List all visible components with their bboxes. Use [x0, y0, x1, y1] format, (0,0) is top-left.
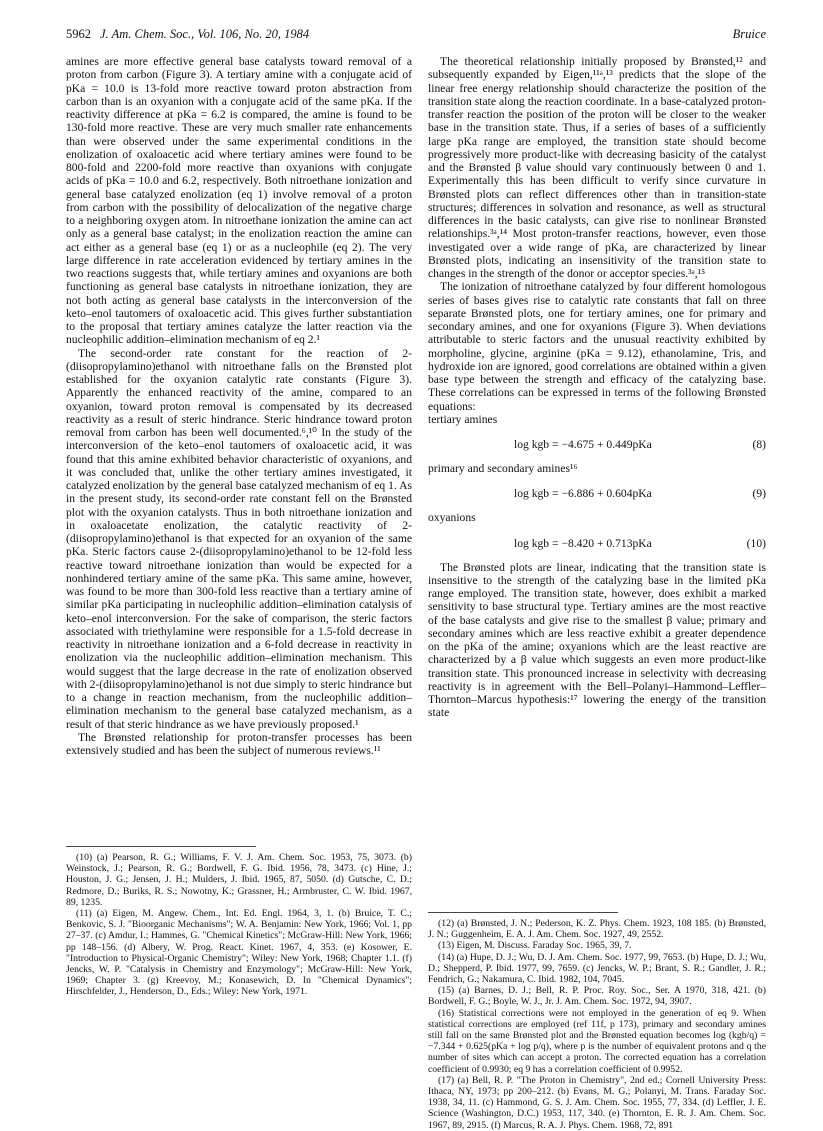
footnote: (11) (a) Eigen, M. Angew. Chem., Int. Ed. Engl. 1964, 3, 1. (b) Bruice, T. C.; Benkovic, S. J. "Bioorganic Mechanisms"; W. A. Benjamin: New York, 1966; Vol. 1, pp 27–37. (c) Amdur, I.; Hammes, G. "Chemical Kinetics"; McGraw-Hill: New York, 1966; pp 148–156. (d) Albery, W. Prog. React. Kinet. 1967, 4, 353. (e) Kosower, E. "Introduction to Physical-Organic Chemistry"; Wiley: New York, 1968; Chapter 1.1. (f) Jencks, W. P. "Catalysis in Chemistry and Enzymology"; McGraw-Hill: New York, 1969; Chapter 3. (g) Kreevoy, M.; Konasewich, D. In "Chemical Dynamics"; Hirschfelder, J., Henderson, D., Eds.; Wiley: New York, 1971.	[66, 908, 412, 998]
body-paragraph: amines are more effective general base catalysts toward removal of a proton from carbon (Figure 3). A tertiary amine with a conjugate acid of pKa = 10.0 is 13-fold more reactive toward proton abstraction from carbon than is an oxyanion with a conjugate acid of the same pKa. If the reactivity difference at pKa = 6.2 is compared, the amine is found to be 130-fold more reactive. These are very much smaller rate enhancements than were observed under the same experimental conditions in the enolization of oxaloacetic acid where tertiary amines were found to be 800-fold and 2200-fold more reactive than oxyanions with conjugate acids of pKa = 10.0 and 6.2, respectively. Both nitroethane ionization and general base catalyzed enolization (eq 1) involve removal of a proton from carbon with the possibility of delocalization of the negative charge to a neighboring oxygen atom. In nitroethane ionization the amine can act only as a general base catalyst; in the enolization reaction the amine can act either as a general base (eq 1) or as a nucleophile (eq 2). The very large difference in rate acceleration evidenced by tertiary amines in the two reactions suggests that, while tertiary amines and oxyanions are both functioning as general base catalysts in nitroethane ionization, they are not both acting as general base catalysts in the interconversion of the keto–enol tautomers of oxaloacetic acid. This gives further substantiation to the proposal that tertiary amines catalyze the latter reaction via the nucleophilic addition–elimination mechanism of eq 2.¹	[66, 55, 412, 347]
footnote: (16) Statistical corrections were not employed in the generation of eq 9. When statistical corrections are employed (ref 11f, p 173), primary and secondary amines still fall on the same Brønsted plot and the Brønsted equation becomes log (kgb/q) = −7.344 + 0.625(pKa + log p/q), where p is the number of equivalent protons and q the number of sites which can accept a proton. The corrected equation has a correlation coefficient of 0.9930; eq 9 has a correlation coefficient of 0.9952.	[428, 1007, 766, 1075]
equation-expression: log kgb = −6.886 + 0.604pKa	[514, 487, 652, 501]
equation-expression: log kgb = −8.420 + 0.713pKa	[514, 536, 652, 550]
equation-number: (9)	[752, 487, 766, 501]
footnote: (10) (a) Pearson, R. G.; Williams, F. V. J. Am. Chem. Soc. 1953, 75, 3073. (b) Weinstock, J.; Pearson, R. G.; Bordwell, F. G. Ibid. 1956, 78, 3473. (c) Hine, J.; Houston, J. G.; Jensen, J. H.; Mulders, J. Ibid. 1965, 87, 5050. (d) Gutsche, C. D.; Redmore, D.; Buriks, R. S.; Nowotny, K.; Grassner, H.; Armbruster, C. W. Ibid. 1967, 89, 1235.	[66, 852, 412, 908]
footnote: (15) (a) Barnes, D. J.; Bell, R. P. Proc. Roy. Soc., Ser. A 1970, 318, 421. (b) Bordwell, F. G.; Boyle, W. J., Jr. J. Am. Chem. Soc. 1972, 94, 3907.	[428, 985, 766, 1008]
equation-label: tertiary amines	[428, 412, 498, 426]
body-paragraph: The theoretical relationship initially proposed by Brønsted,¹² and subsequently expanded by Eigen,¹¹ᵃ,¹³ predicts that the slope of the linear free energy relationship should characterize the position of the transition state along the reaction coordinate. In a base-catalyzed proton-transfer reaction the position of the proton will be closer to the weaker base in the transition state. Thus, if a series of bases of a sufficiently large pKa range are employed, the transition state should become progressively more product-like with decreasing basicity of the catalyst and the Brønsted β value should vary continuously between 0 and 1. Experimentally this has been difficult to verify since curvature in Brønsted plots can reflect differences other than in transition-state structures; differences in solvation and resonance, as well as structural differences in the basic catalysts, can give rise to nonlinear Brønsted relationships.³ᵃ,¹⁴ Most proton-transfer reactions, however, even those investigated over a wide range of pKa, are characterized by linear Brønsted plots, indicating an insensitivity of the transition state to changes in the strength of the donor or acceptor species.³ᵃ,¹⁵	[428, 55, 766, 280]
equation	[428, 533, 766, 555]
footnote-divider	[66, 846, 256, 847]
running-author: Bruice	[732, 27, 766, 41]
footnote: (12) (a) Brønsted, J. N.; Pederson, K. Z. Phys. Chem. 1923, 108 185. (b) Brønsted, J. N.; Guggenheim, E. A. J. Am. Chem. Soc. 1927, 49, 2552.	[428, 918, 766, 941]
equation-number: (10)	[746, 536, 766, 550]
right-column	[428, 55, 766, 720]
equation-number: (8)	[752, 438, 766, 451]
equation-label: oxyanions	[428, 511, 476, 525]
left-footnotes	[66, 852, 412, 998]
body-paragraph: The Brønsted relationship for proton-transfer processes has been extensively studied and has been the subject of numerous reviews.¹¹	[66, 730, 412, 757]
journal-citation: J. Am. Chem. Soc., Vol. 106, No. 20, 1984	[100, 27, 310, 41]
equation-expression: log kgb = −4.675 + 0.449pKa	[514, 438, 652, 451]
footnote: (17) (a) Bell, R. P. "The Proton in Chemistry", 2nd ed.; Cornell University Press: Ithaca, NY, 1973; pp 200–212. (b) Evans, M. G.; Polanyi, M. Trans. Faraday Soc. 1938, 34, 11. (c) Hammond, G. S. J. Am. Chem. Soc. 1955, 77, 334. (d) Leffler, J. E. Science (Washington, D.C.) 1953, 117, 340. (e) Thornton, E. R. J. Am. Chem. Soc. 1967, 89, 2915. (f) Marcus, R. A. J. Phys. Chem. 1968, 72, 891	[428, 1074, 766, 1131]
footnote-divider	[428, 912, 618, 913]
footnote: (13) Eigen, M. Discuss. Faraday Soc. 1965, 39, 7.	[438, 940, 632, 952]
equation	[428, 483, 766, 505]
left-column	[66, 55, 412, 757]
body-paragraph: The ionization of nitroethane catalyzed by four different homologous series of bases gives rise to catalytic rate constants that fall on three separate Brønsted plots, one for tertiary amines, one for primary and secondary amines, and one for oxyanions (Figure 3). When deviations attributable to steric factors and the unusual reactivity exhibited by morpholine, glycine, arginine (pKa = 9.12), ethanolamine, Tris, and hydroxide ion are ignored, good correlations are obtained within a given base type between the strength and efficacy of the catalyzing base. These correlations can be expressed in terms of the following Brønsted equations:	[428, 280, 766, 413]
equation-label: primary and secondary amines¹⁶	[428, 462, 578, 475]
footnote: (14) (a) Hupe, D. J.; Wu, D. J. Am. Chem. Soc. 1977, 99, 7653. (b) Hupe, D. J.; Wu, D.; Shepperd, P. Ibid. 1977, 99, 7659. (c) Jencks, W. P.; Brant, S. R.; Gandler, J. R.; Fendrich, G.; Nakamura, C. Ibid. 1982, 104, 7045.	[428, 951, 766, 986]
body-paragraph: The second-order rate constant for the reaction of 2-(diisopropylamino)ethanol with nitroethane falls on the Brønsted plot established for the oxyanion catalytic rate constants (Figure 3). Apparently the enhanced reactivity of the amine, compared to an oxyanion, toward proton removal is compensated by its decreased reactivity as a result of steric hindrance. Steric hindrance toward proton removal from carbon has been well documented.⁶,¹⁰ In the study of the interconversion of the keto–enol tautomers of oxaloacetic acid, it was found that this amine exhibited behavior characteristic of oxyanions, and it was concluded that, unlike the other tertiary amines investigated, it catalyzed enolization by the general base catalyzed mechanism of eq 1. As in the present study, its second-order rate constant fell on the Brønsted plot with the oxyanion catalysts. Thus in both nitroethane ionization and in oxaloacetate enolization, the catalytic reactivity of 2-(diisopropylamino)ethanol is that expected for an oxyanion of the same pKa. Steric factors cause 2-(diisopropylamino)ethanol to be 12-fold less reactive toward nitroethane ionization than would be expected for a nonhindered tertiary amine of the same pKa. This same amine, however, was found to be more than 300-fold less reactive than a tertiary amine of similar pKa participating in nucleophilic addition–elimination catalysis of keto–enol interconversion. For the sake of comparison, the steric factors associated with triethylamine were responsible for a 1.5-fold decrease in reactivity in nitroethane ionization and a 6-fold decrease in reactivity in enolization via the nucleophilic addition–elimination mechanism. This would suggest that the large decrease in the rate of enolization observed with 2-(diisopropylamino)ethanol is not due simply to steric hindrance but to a change in reaction mechanism, from the nucleophilic addition–elimination mechanism to the general base catalyzed mechanism, as a result of that steric hindrance as we have previously proposed.¹	[66, 346, 412, 731]
page-header	[66, 27, 766, 43]
equation	[428, 434, 766, 456]
body-paragraph: The Brønsted plots are linear, indicating that the transition state is insensitive to the strength of the catalyzing base in the limited pKa range employed. The transition state, however, does exhibit a marked sensitivity to base structural type. Tertiary amines are the most reactive of the base catalysts and give rise to the smallest β value; primary and secondary amines which are less reactive exhibit a greater dependence on the pKa of the amine; oxyanions which are the least reactive are characterized by a β value which suggests an even more product-like transition state. This pronounced increase in selectivity with decreasing reactivity is in agreement with the Bell–Polanyi–Hammond–Leffler–Thornton–Marcus hypothesis:¹⁷ lowering the energy of the transition state	[428, 560, 766, 720]
page-number: 5962	[66, 27, 91, 41]
right-footnotes	[428, 918, 766, 1131]
